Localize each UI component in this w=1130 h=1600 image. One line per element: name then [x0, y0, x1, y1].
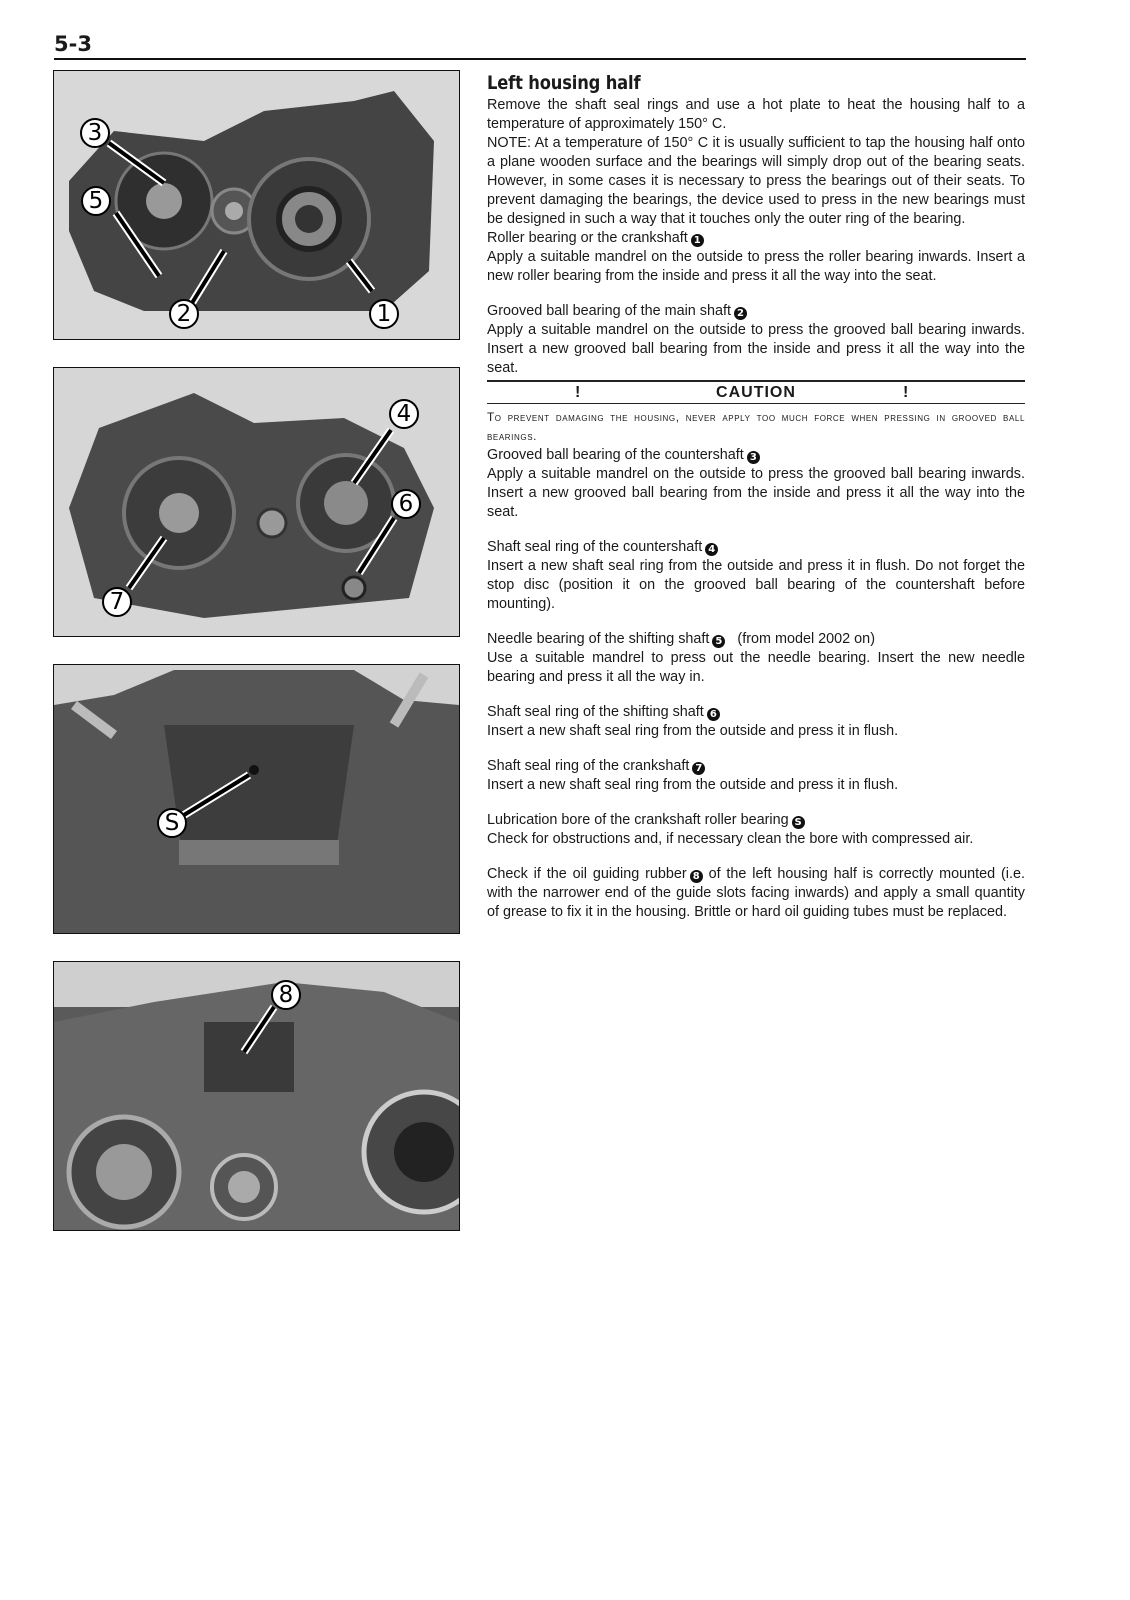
callout-7	[103, 588, 131, 616]
photo-housing-outside	[53, 70, 460, 340]
caution-banner	[487, 380, 1025, 404]
callout-2	[170, 300, 198, 328]
item-grooved-counter	[487, 446, 1025, 522]
marker-5: 5	[712, 635, 725, 648]
callout-5	[82, 187, 110, 215]
photo-oil-guiding-rubber	[53, 961, 460, 1231]
callout-8-label: 8	[278, 982, 294, 1008]
item-heading: Lubrication bore of the crankshaft roller bearing	[487, 812, 789, 828]
callout-2-label: 2	[176, 301, 192, 327]
item-heading: Roller bearing or the crankshaft	[487, 230, 688, 246]
item-heading: Shaft seal ring of the countershaft	[487, 539, 703, 555]
callout-s-label: S	[164, 810, 180, 836]
item-seal-crankshaft	[487, 757, 1025, 795]
marker-7: 7	[692, 762, 705, 775]
closing-before: Check if the oil guiding rubber	[487, 866, 687, 882]
item-heading: Grooved ball bearing of the main shaft	[487, 303, 731, 319]
item-seal-shifting	[487, 703, 1025, 741]
item-heading: Shaft seal ring of the crankshaft	[487, 758, 690, 774]
callout-3-label: 3	[87, 120, 103, 146]
caution-label: CAUTION	[716, 384, 796, 401]
item-heading: Shaft seal ring of the shifting shaft	[487, 704, 704, 720]
caution-mark-right: !	[903, 384, 910, 401]
callout-s	[158, 809, 186, 837]
photo-lubrication-bore	[53, 664, 460, 934]
item-heading: Grooved ball bearing of the countershaft	[487, 447, 744, 463]
item-lubrication-bore	[487, 811, 1025, 849]
section-title: Left housing half	[487, 72, 641, 94]
callout-4-label: 4	[396, 401, 412, 427]
callout-6-label: 6	[398, 491, 414, 517]
marker-3: 3	[747, 451, 760, 464]
marker-s: S	[792, 816, 805, 829]
item-body: Use a suitable mandrel to press out the needle bearing. Insert the new needle bearing and press it all the way in.	[487, 650, 1025, 685]
page-number: 5-3	[54, 32, 92, 56]
item-heading: Needle bearing of the shifting shaft	[487, 631, 710, 647]
intro-paragraph: Remove the shaft seal rings and use a hot plate to heat the housing half to a temperature of approximately 150° C.	[487, 97, 1025, 132]
caution-mark-left: !	[575, 384, 582, 401]
item-needle-bearing	[487, 630, 1025, 687]
item-body: Check for obstructions and, if necessary clean the bore with compressed air.	[487, 831, 974, 847]
marker-8: 8	[690, 870, 703, 883]
header-rule	[54, 58, 1026, 60]
marker-6: 6	[707, 708, 720, 721]
item-heading-suffix: (from model 2002 on)	[737, 631, 875, 647]
note-paragraph: NOTE: At a temperature of 150° C it is usually sufficient to tap the housing half onto a plane wooden surface and the bearings will simply drop out of the bearing seats. However, in some cases it is necessary to press the bearings out of their seats. To prevent damaging the bearings, the device used to press in the new bearings must be designed in such a way that it touches only the outer ring of the bearing.	[487, 135, 1025, 227]
item-roller-bearing	[487, 229, 1025, 286]
callout-4	[390, 400, 418, 428]
callout-1	[370, 300, 398, 328]
item-body: Insert a new shaft seal ring from the outside and press it in flush.	[487, 777, 899, 793]
callout-1-label: 1	[376, 301, 392, 327]
marker-4: 4	[705, 543, 718, 556]
text-column	[487, 74, 1025, 922]
caution-text: To prevent damaging the housing, never apply too much force when pressing in grooved ball bearings.	[487, 410, 1025, 443]
closing-after: of the left housing half is correctly mounted (i.e. with the narrower end of the guide slots facing inwards) and apply a small quantity of grease to fix it in the housing. Brittle or hard oil guiding tubes must be replaced.	[487, 866, 1026, 920]
item-body: Insert a new shaft seal ring from the outside and press it in flush.	[487, 723, 899, 739]
marker-2: 2	[734, 307, 747, 320]
item-body: Insert a new shaft seal ring from the outside and press it in flush. Do not forget the stop disc (position it on the grooved ball bearing of the countershaft before mounting).	[487, 558, 1025, 612]
photo-housing-inside	[53, 367, 460, 637]
item-body: Apply a suitable mandrel on the outside to press the grooved ball bearing inwards. Insert a new grooved ball bearing from the inside and press it all the way into the seat.	[487, 322, 1025, 376]
closing-paragraph	[487, 865, 1025, 922]
callout-8	[272, 981, 300, 1009]
item-seal-countershaft	[487, 538, 1025, 614]
callout-7-label: 7	[109, 589, 125, 615]
callout-6	[392, 490, 420, 518]
item-body: Apply a suitable mandrel on the outside to press the grooved ball bearing inwards. Insert a new grooved ball bearing from the inside and press it all the way into the seat.	[487, 466, 1025, 520]
callout-3	[81, 119, 109, 147]
marker-1: 1	[691, 234, 704, 247]
item-grooved-main	[487, 302, 1025, 378]
item-body: Apply a suitable mandrel on the outside to press the roller bearing inwards. Insert a new roller bearing from the inside and press it all the way into the seat.	[487, 249, 1025, 284]
callout-5-label: 5	[88, 188, 104, 214]
